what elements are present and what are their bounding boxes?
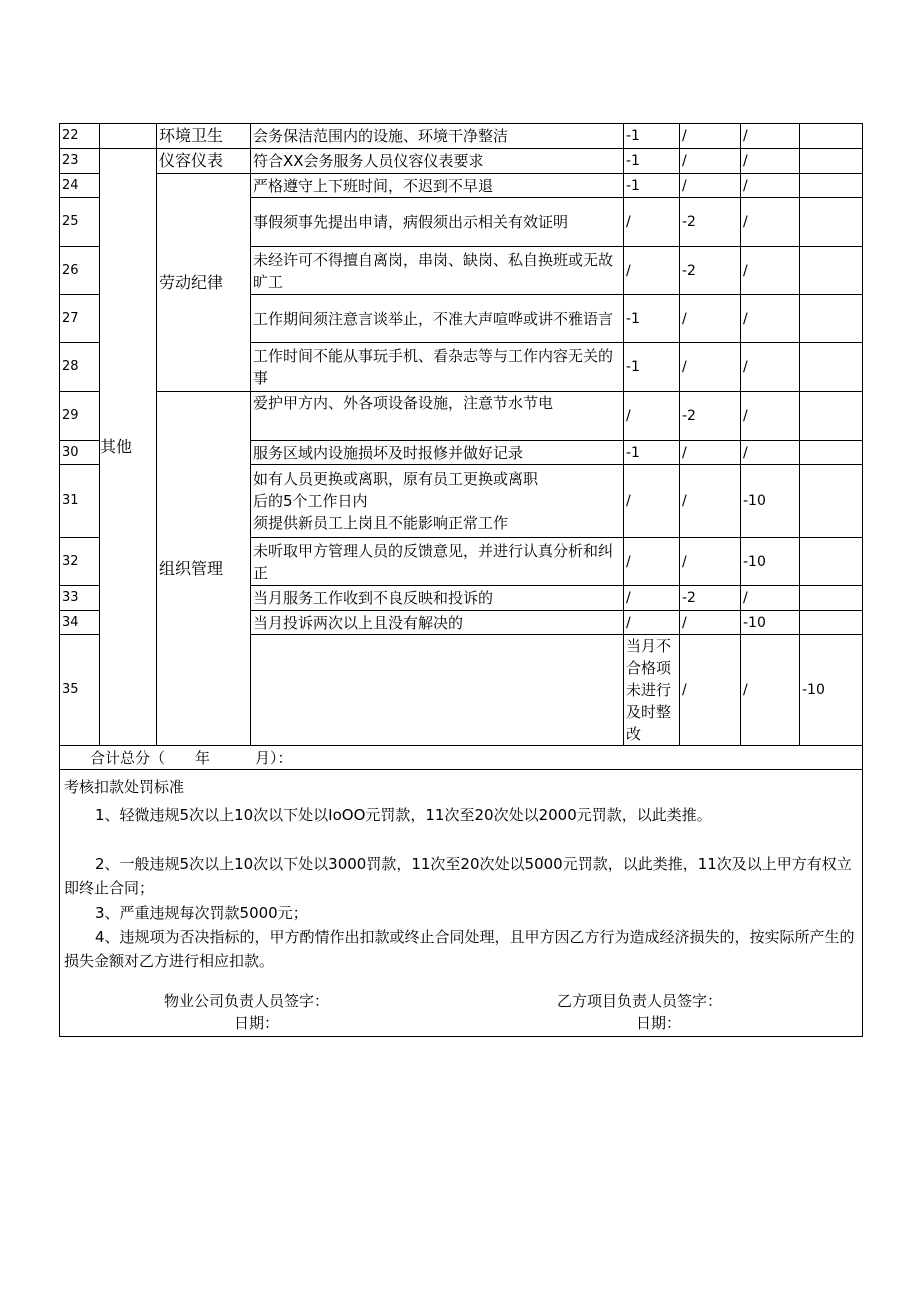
- score-minor: /: [624, 611, 680, 635]
- remark-cell: [800, 295, 863, 343]
- score-minor: -1: [624, 441, 680, 465]
- score-general: -2: [680, 392, 741, 441]
- score-minor: /: [624, 198, 680, 247]
- requirement-cell: 会务保洁范围内的设施、环境干净整洁: [251, 124, 624, 149]
- score-serious: /: [741, 586, 800, 611]
- remark-cell: [800, 149, 863, 174]
- table-row: [60, 149, 863, 174]
- remark-cell: [800, 174, 863, 198]
- score-general: /: [680, 465, 741, 538]
- score-minor: /: [624, 538, 680, 586]
- score-serious: /: [741, 392, 800, 441]
- row-number: 34: [60, 611, 100, 635]
- table-row: [60, 124, 863, 149]
- standard-row: [60, 770, 863, 1037]
- standard-item-4: 4、违规项为否决指标的，甲方酌情作出扣款或终止合同处理，且甲方因乙方行为造成经济损失的，按实际所产生的损失金额对乙方进行相应扣款。: [64, 928, 855, 970]
- score-minor: /: [624, 392, 680, 441]
- standard-cell: [60, 770, 863, 1037]
- row-number: 27: [60, 295, 100, 343]
- category-other: 其他: [100, 149, 157, 746]
- contractor-signature-label: 乙方项目负责人员签字：: [557, 992, 723, 1010]
- score-serious: -10: [741, 538, 800, 586]
- score-general: /: [680, 295, 741, 343]
- score-general: /: [680, 343, 741, 392]
- requirement-cell: 当月服务工作收到不良反映和投诉的: [251, 586, 624, 611]
- row-number: 32: [60, 538, 100, 586]
- score-general: /: [680, 611, 741, 635]
- row-number: 35: [60, 635, 100, 746]
- remark-cell: [800, 611, 863, 635]
- row-number: 22: [60, 124, 100, 149]
- assessment-table: [59, 123, 863, 1037]
- score-general: -2: [680, 586, 741, 611]
- row-number: 24: [60, 174, 100, 198]
- requirement-cell: 符合XX会务服务人员仪容仪表要求: [251, 149, 624, 174]
- requirement-cell: 事假须事先提出申请，病假须出示相关有效证明: [251, 198, 624, 247]
- remark-cell: [800, 465, 863, 538]
- total-row: [60, 746, 863, 770]
- score-general: /: [680, 538, 741, 586]
- requirement-cell: 工作期间须注意言谈举止，不准大声喧哗或讲不雅语言: [251, 295, 624, 343]
- score-serious: /: [741, 295, 800, 343]
- score-minor: -1: [624, 124, 680, 149]
- requirement-cell: 未经许可不得擅自离岗，串岗、缺岗、私自换班或无故旷工: [251, 247, 624, 295]
- row-number: 28: [60, 343, 100, 392]
- score-serious: /: [741, 247, 800, 295]
- assessment-sheet: [59, 123, 862, 1032]
- score-serious: /: [741, 441, 800, 465]
- score-general: /: [680, 149, 741, 174]
- score-serious: -10: [800, 635, 863, 746]
- row-number: 29: [60, 392, 100, 441]
- table-row: [60, 392, 863, 441]
- contractor-date-label: 日期：: [636, 1014, 682, 1032]
- row-number: 30: [60, 441, 100, 465]
- category-cell: [100, 124, 157, 149]
- requirement-line: 须提供新员工上岗且不能影响正常工作: [253, 514, 509, 532]
- table-row: [60, 174, 863, 198]
- score-minor: -1: [624, 149, 680, 174]
- score-general: -2: [680, 247, 741, 295]
- property-date-label: 日期：: [234, 1014, 280, 1032]
- requirement-cell: 服务区域内设施损坏及时报修并做好记录: [251, 441, 624, 465]
- category-cell: [251, 635, 624, 746]
- row-number: 23: [60, 149, 100, 174]
- score-serious: /: [741, 198, 800, 247]
- item-cell: 仪容仪表: [157, 149, 251, 174]
- remark-cell: [800, 441, 863, 465]
- group-labor: 劳动纪律: [157, 174, 251, 392]
- remark-cell: [800, 198, 863, 247]
- group-org: 组织管理: [157, 392, 251, 746]
- requirement-cell: 当月不合格项未进行及时整改: [624, 635, 680, 746]
- requirement-cell: 严格遵守上下班时间，不迟到不早退: [251, 174, 624, 198]
- standard-block: [62, 770, 862, 1036]
- score-general: /: [680, 441, 741, 465]
- property-signature-label: 物业公司负责人员签字：: [164, 992, 330, 1010]
- standard-item-3: 3、严重违规每次罚款5000元；: [95, 904, 308, 922]
- row-number: 25: [60, 198, 100, 247]
- score-general: /: [680, 174, 741, 198]
- score-general: -2: [680, 198, 741, 247]
- score-general: /: [680, 124, 741, 149]
- score-serious: /: [741, 124, 800, 149]
- remark-cell: [800, 392, 863, 441]
- score-minor: -1: [624, 174, 680, 198]
- score-minor: -1: [624, 343, 680, 392]
- requirement-line: 如有人员更换或离职，原有员工更换或离职: [253, 470, 539, 488]
- standard-item-1: 1、轻微违规5次以上10次以下处以IoOO元罚款，11次至20次处以2000元罚款，以此类推。: [95, 806, 712, 824]
- score-minor: /: [680, 635, 741, 746]
- remark-cell: [800, 586, 863, 611]
- requirement-cell: [251, 465, 624, 538]
- requirement-cell: 工作时间不能从事玩手机、看杂志等与工作内容无关的事: [251, 343, 624, 392]
- requirement-cell: 未听取甲方管理人员的反馈意见，并进行认真分析和纠正: [251, 538, 624, 586]
- score-general: /: [741, 635, 800, 746]
- score-minor: -1: [624, 295, 680, 343]
- score-minor: /: [624, 586, 680, 611]
- remark-cell: [800, 247, 863, 295]
- item-cell: 环境卫生: [157, 124, 251, 149]
- score-minor: /: [624, 465, 680, 538]
- score-serious: /: [741, 149, 800, 174]
- requirement-line: 后的5个工作日内: [253, 492, 368, 510]
- row-number: 33: [60, 586, 100, 611]
- standard-title: 考核扣款处罚标准: [64, 778, 185, 796]
- remark-cell: [800, 343, 863, 392]
- row-number: 26: [60, 247, 100, 295]
- score-serious: -10: [741, 465, 800, 538]
- total-score-label: 合计总分（ 年 月）：: [60, 746, 863, 770]
- score-serious: /: [741, 174, 800, 198]
- row-number: 31: [60, 465, 100, 538]
- remark-cell: [800, 538, 863, 586]
- score-minor: /: [624, 247, 680, 295]
- standard-item-2: 2、一般违规5次以上10次以下处以3000罚款，11次至20次处以5000元罚款，以此类推，11次及以上甲方有权立即终止合同；: [64, 855, 852, 897]
- remark-cell: [800, 124, 863, 149]
- score-serious: /: [741, 343, 800, 392]
- score-serious: -10: [741, 611, 800, 635]
- requirement-cell: 爱护甲方内、外各项设备设施，注意节水节电: [251, 392, 624, 441]
- requirement-cell: 当月投诉两次以上且没有解决的: [251, 611, 624, 635]
